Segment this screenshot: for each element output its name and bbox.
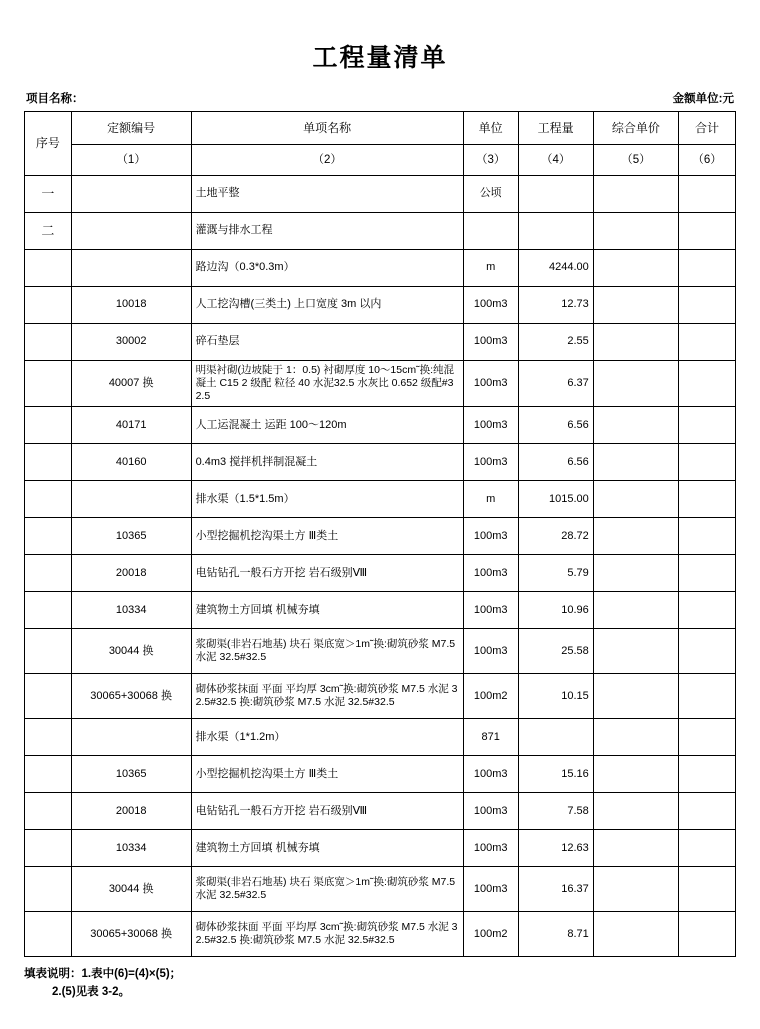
cell-code: 40160 bbox=[71, 444, 191, 481]
cell-unit-price bbox=[593, 324, 678, 361]
cell-item-name: 电钻钻孔一般石方开挖 岩石级别Ⅷ bbox=[191, 793, 463, 830]
bill-of-quantities-table bbox=[24, 111, 736, 957]
cell-quantity: 6.37 bbox=[518, 361, 593, 407]
colnum-5: （5） bbox=[593, 145, 678, 176]
cell-code: 10365 bbox=[71, 518, 191, 555]
cell-unit-price bbox=[593, 719, 678, 756]
cell-seq bbox=[25, 629, 72, 674]
table-row bbox=[25, 407, 736, 444]
cell-seq bbox=[25, 518, 72, 555]
colnum-2: （2） bbox=[191, 145, 463, 176]
cell-unit-price bbox=[593, 250, 678, 287]
cell-unit-price bbox=[593, 830, 678, 867]
table-row bbox=[25, 250, 736, 287]
table-row bbox=[25, 867, 736, 912]
cell-total bbox=[679, 213, 736, 250]
cell-quantity bbox=[518, 176, 593, 213]
cell-total bbox=[679, 555, 736, 592]
cell-seq bbox=[25, 324, 72, 361]
table-row bbox=[25, 830, 736, 867]
cell-item-name: 人工挖沟槽(三类土) 上口宽度 3m 以内 bbox=[191, 287, 463, 324]
cell-quantity bbox=[518, 719, 593, 756]
colnum-4: （4） bbox=[518, 145, 593, 176]
table-row bbox=[25, 592, 736, 629]
table-row bbox=[25, 629, 736, 674]
cell-unit bbox=[463, 213, 518, 250]
cell-total bbox=[679, 629, 736, 674]
cell-item-name: 排水渠（1*1.2m） bbox=[191, 719, 463, 756]
cell-item-name: 人工运混凝土 运距 100～120m bbox=[191, 407, 463, 444]
cell-code: 30044 换 bbox=[71, 629, 191, 674]
cell-total bbox=[679, 756, 736, 793]
cell-code: 30002 bbox=[71, 324, 191, 361]
cell-unit: 100m3 bbox=[463, 793, 518, 830]
cell-total bbox=[679, 250, 736, 287]
cell-quantity: 6.56 bbox=[518, 444, 593, 481]
cell-quantity: 28.72 bbox=[518, 518, 593, 555]
cell-quantity: 6.56 bbox=[518, 407, 593, 444]
header-unit-price: 综合单价 bbox=[593, 112, 678, 145]
cell-unit: 公顷 bbox=[463, 176, 518, 213]
table-row bbox=[25, 176, 736, 213]
header-seq: 序号 bbox=[25, 112, 72, 176]
cell-item-name: 浆砌渠(非岩石地基) 块石 渠底宽＞1m˜换:砌筑砂浆 M7.5 水泥 32.5#32.5 bbox=[191, 629, 463, 674]
footnote bbox=[24, 957, 736, 1002]
cell-code: 10334 bbox=[71, 830, 191, 867]
cell-unit: 100m3 bbox=[463, 629, 518, 674]
cell-unit: 100m3 bbox=[463, 287, 518, 324]
cell-seq bbox=[25, 481, 72, 518]
cell-unit: 100m2 bbox=[463, 674, 518, 719]
table-row bbox=[25, 287, 736, 324]
cell-code: 20018 bbox=[71, 555, 191, 592]
cell-unit-price bbox=[593, 213, 678, 250]
cell-unit-price bbox=[593, 444, 678, 481]
cell-unit-price bbox=[593, 674, 678, 719]
cell-item-name: 砌体砂浆抹面 平面 平均厚 3cm˜换:砌筑砂浆 M7.5 水泥 32.5#32.5 换:砌筑砂浆 M7.5 水泥 32.5#32.5 bbox=[191, 912, 463, 957]
header-item-name: 单项名称 bbox=[191, 112, 463, 145]
cell-seq bbox=[25, 287, 72, 324]
cell-seq bbox=[25, 361, 72, 407]
cell-quantity: 1015.00 bbox=[518, 481, 593, 518]
table-header-row bbox=[25, 112, 736, 145]
cell-quantity: 10.96 bbox=[518, 592, 593, 629]
cell-quantity: 8.71 bbox=[518, 912, 593, 957]
table-row bbox=[25, 912, 736, 957]
cell-unit: 100m2 bbox=[463, 912, 518, 957]
cell-code: 10365 bbox=[71, 756, 191, 793]
cell-item-name: 明渠衬砌(边坡陡于 1：0.5) 衬砌厚度 10～15cm˜换:纯混凝土 C15 2 级配 粒径 40 水泥32.5 水灰比 0.652 级配#32.5 bbox=[191, 361, 463, 407]
cell-seq bbox=[25, 555, 72, 592]
table-row bbox=[25, 756, 736, 793]
table-row bbox=[25, 674, 736, 719]
cell-unit: 100m3 bbox=[463, 444, 518, 481]
table-column-number-row bbox=[25, 145, 736, 176]
cell-seq bbox=[25, 719, 72, 756]
cell-item-name: 土地平整 bbox=[191, 176, 463, 213]
cell-item-name: 建筑物土方回填 机械夯填 bbox=[191, 830, 463, 867]
cell-quantity: 10.15 bbox=[518, 674, 593, 719]
cell-total bbox=[679, 176, 736, 213]
table-row bbox=[25, 213, 736, 250]
cell-item-name: 排水渠（1.5*1.5m） bbox=[191, 481, 463, 518]
cell-unit: 100m3 bbox=[463, 361, 518, 407]
cell-unit-price bbox=[593, 793, 678, 830]
cell-total bbox=[679, 867, 736, 912]
cell-code: 10018 bbox=[71, 287, 191, 324]
cell-seq bbox=[25, 444, 72, 481]
cell-item-name: 建筑物土方回填 机械夯填 bbox=[191, 592, 463, 629]
cell-unit: m bbox=[463, 250, 518, 287]
cell-quantity: 7.58 bbox=[518, 793, 593, 830]
cell-item-name: 砌体砂浆抹面 平面 平均厚 3cm˜换:砌筑砂浆 M7.5 水泥 32.5#32.5 换:砌筑砂浆 M7.5 水泥 32.5#32.5 bbox=[191, 674, 463, 719]
cell-code bbox=[71, 176, 191, 213]
project-name-label: 项目名称： bbox=[26, 93, 84, 105]
cell-seq bbox=[25, 250, 72, 287]
cell-code bbox=[71, 719, 191, 756]
cell-total bbox=[679, 361, 736, 407]
cell-unit-price bbox=[593, 867, 678, 912]
cell-quantity: 25.58 bbox=[518, 629, 593, 674]
cell-unit-price bbox=[593, 756, 678, 793]
cell-code bbox=[71, 250, 191, 287]
cell-unit: 100m3 bbox=[463, 756, 518, 793]
cell-unit-price bbox=[593, 518, 678, 555]
cell-unit: 871 bbox=[463, 719, 518, 756]
cell-total bbox=[679, 592, 736, 629]
header-code: 定额编号 bbox=[71, 112, 191, 145]
cell-quantity: 5.79 bbox=[518, 555, 593, 592]
table-row bbox=[25, 481, 736, 518]
cell-total bbox=[679, 407, 736, 444]
cell-unit: 100m3 bbox=[463, 867, 518, 912]
cell-item-name: 小型挖掘机挖沟渠土方 Ⅲ类土 bbox=[191, 756, 463, 793]
cell-seq bbox=[25, 592, 72, 629]
cell-seq bbox=[25, 407, 72, 444]
cell-total bbox=[679, 324, 736, 361]
header-total: 合计 bbox=[679, 112, 736, 145]
cell-item-name: 碎石垫层 bbox=[191, 324, 463, 361]
cell-unit: m bbox=[463, 481, 518, 518]
cell-quantity: 4244.00 bbox=[518, 250, 593, 287]
table-row bbox=[25, 361, 736, 407]
header-quantity: 工程量 bbox=[518, 112, 593, 145]
cell-quantity: 2.55 bbox=[518, 324, 593, 361]
cell-seq: 一 bbox=[25, 176, 72, 213]
header-unit: 单位 bbox=[463, 112, 518, 145]
cell-code: 40171 bbox=[71, 407, 191, 444]
cell-item-name: 路边沟（0.3*0.3m） bbox=[191, 250, 463, 287]
table-row bbox=[25, 518, 736, 555]
cell-seq bbox=[25, 867, 72, 912]
cell-total bbox=[679, 793, 736, 830]
cell-quantity: 12.73 bbox=[518, 287, 593, 324]
cell-quantity: 12.63 bbox=[518, 830, 593, 867]
cell-seq bbox=[25, 830, 72, 867]
meta-row bbox=[24, 80, 736, 111]
cell-quantity bbox=[518, 213, 593, 250]
cell-unit: 100m3 bbox=[463, 407, 518, 444]
cell-unit: 100m3 bbox=[463, 518, 518, 555]
cell-item-name: 浆砌渠(非岩石地基) 块石 渠底宽＞1m˜换:砌筑砂浆 M7.5 水泥 32.5#32.5 bbox=[191, 867, 463, 912]
cell-total bbox=[679, 719, 736, 756]
cell-unit-price bbox=[593, 407, 678, 444]
cell-seq bbox=[25, 756, 72, 793]
cell-item-name: 小型挖掘机挖沟渠土方 Ⅲ类土 bbox=[191, 518, 463, 555]
footnote-line-1: 填表说明：1.表中(6)=(4)×(5)； bbox=[24, 968, 182, 981]
table-row bbox=[25, 555, 736, 592]
cell-quantity: 15.16 bbox=[518, 756, 593, 793]
cell-unit-price bbox=[593, 287, 678, 324]
cell-unit-price bbox=[593, 555, 678, 592]
cell-total bbox=[679, 518, 736, 555]
cell-total bbox=[679, 287, 736, 324]
cell-code: 30065+30068 换 bbox=[71, 912, 191, 957]
cell-item-name: 电钻钻孔一般石方开挖 岩石级别Ⅷ bbox=[191, 555, 463, 592]
cell-unit: 100m3 bbox=[463, 324, 518, 361]
cell-seq bbox=[25, 674, 72, 719]
cell-code: 30065+30068 换 bbox=[71, 674, 191, 719]
cell-total bbox=[679, 830, 736, 867]
cell-unit: 100m3 bbox=[463, 830, 518, 867]
cell-code: 40007 换 bbox=[71, 361, 191, 407]
cell-code: 10334 bbox=[71, 592, 191, 629]
cell-quantity: 16.37 bbox=[518, 867, 593, 912]
cell-unit-price bbox=[593, 592, 678, 629]
table-row bbox=[25, 719, 736, 756]
cell-unit-price bbox=[593, 629, 678, 674]
cell-unit-price bbox=[593, 481, 678, 518]
cell-code bbox=[71, 481, 191, 518]
colnum-3: （3） bbox=[463, 145, 518, 176]
cell-item-name: 0.4m3 搅拌机拌制混凝土 bbox=[191, 444, 463, 481]
page-title: 工程量清单 bbox=[312, 43, 448, 72]
colnum-6: （6） bbox=[679, 145, 736, 176]
cell-total bbox=[679, 444, 736, 481]
cell-seq bbox=[25, 793, 72, 830]
cell-code bbox=[71, 213, 191, 250]
footnote-line-2: 2.(5)见表 3-2。 bbox=[52, 986, 130, 999]
cell-unit-price bbox=[593, 912, 678, 957]
cell-total bbox=[679, 674, 736, 719]
cell-total bbox=[679, 481, 736, 518]
cell-code: 30044 换 bbox=[71, 867, 191, 912]
table-row bbox=[25, 793, 736, 830]
colnum-1: （1） bbox=[71, 145, 191, 176]
cell-total bbox=[679, 912, 736, 957]
table-row bbox=[25, 324, 736, 361]
amount-unit-label: 金额单位:元 bbox=[672, 93, 734, 105]
cell-unit: 100m3 bbox=[463, 555, 518, 592]
cell-item-name: 灌溉与排水工程 bbox=[191, 213, 463, 250]
cell-code: 20018 bbox=[71, 793, 191, 830]
cell-seq bbox=[25, 912, 72, 957]
table-row bbox=[25, 444, 736, 481]
cell-unit-price bbox=[593, 361, 678, 407]
cell-seq: 二 bbox=[25, 213, 72, 250]
cell-unit-price bbox=[593, 176, 678, 213]
cell-unit: 100m3 bbox=[463, 592, 518, 629]
